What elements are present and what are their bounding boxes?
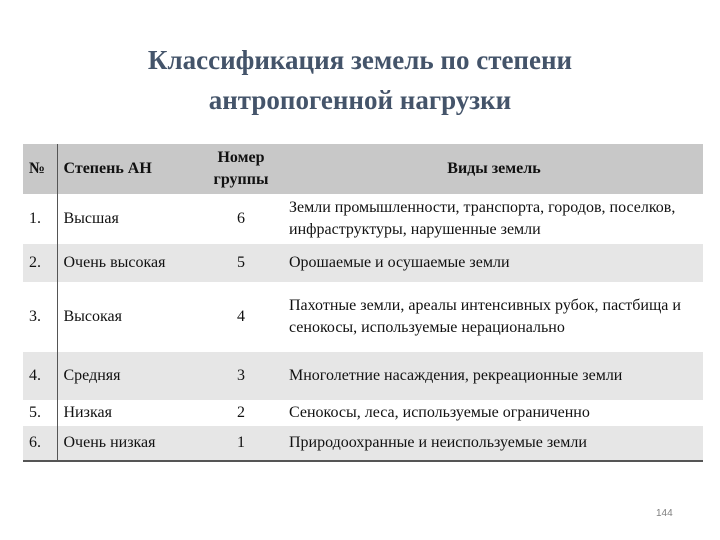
- header-group: Номер группы: [199, 144, 283, 194]
- row-num: 6.: [23, 426, 57, 461]
- row-degree: Низкая: [57, 400, 199, 426]
- row-num: 1.: [23, 194, 57, 244]
- table-row: [23, 282, 703, 352]
- row-group: 1: [199, 426, 283, 461]
- table-header-row: [23, 144, 703, 194]
- row-degree: Средняя: [57, 352, 199, 400]
- row-group: 4: [199, 282, 283, 352]
- header-degree: Степень АН: [57, 144, 199, 194]
- table-row: [23, 400, 703, 426]
- row-num: 3.: [23, 282, 57, 352]
- slide-title: [0, 40, 720, 120]
- row-kinds: Сенокосы, леса, используемые ограниченно: [283, 400, 703, 426]
- land-classification-table: [23, 144, 703, 462]
- header-kinds: Виды земель: [283, 144, 703, 194]
- table-row: [23, 244, 703, 282]
- slide-title-line-2: антропогенной нагрузки: [208, 85, 512, 115]
- row-kinds: Орошаемые и осушаемые земли: [283, 244, 703, 282]
- row-group: 3: [199, 352, 283, 400]
- row-kinds: Многолетние насаждения, рекреационные земли: [283, 352, 703, 400]
- row-num: 4.: [23, 352, 57, 400]
- table-row: [23, 426, 703, 461]
- row-group: 2: [199, 400, 283, 426]
- header-num: №: [23, 144, 57, 194]
- row-group: 5: [199, 244, 283, 282]
- row-degree: Высшая: [57, 194, 199, 244]
- row-kinds: Земли промышленности, транспорта, городов, поселков, инфраструктуры, нарушенные земли: [283, 194, 703, 244]
- table-row: [23, 194, 703, 244]
- row-group: 6: [199, 194, 283, 244]
- row-degree: Очень низкая: [57, 426, 199, 461]
- row-degree: Очень высокая: [57, 244, 199, 282]
- slide-title-line-1: Классификация земель по степени: [147, 45, 573, 75]
- table-row: [23, 352, 703, 400]
- row-num: 2.: [23, 244, 57, 282]
- row-num: 5.: [23, 400, 57, 426]
- row-degree: Высокая: [57, 282, 199, 352]
- row-kinds: Пахотные земли, ареалы интенсивных рубок, пастбища и сенокосы, используемые нерационально: [283, 282, 703, 352]
- page-number: 144: [656, 508, 673, 519]
- row-kinds: Природоохранные и неиспользуемые земли: [283, 426, 703, 461]
